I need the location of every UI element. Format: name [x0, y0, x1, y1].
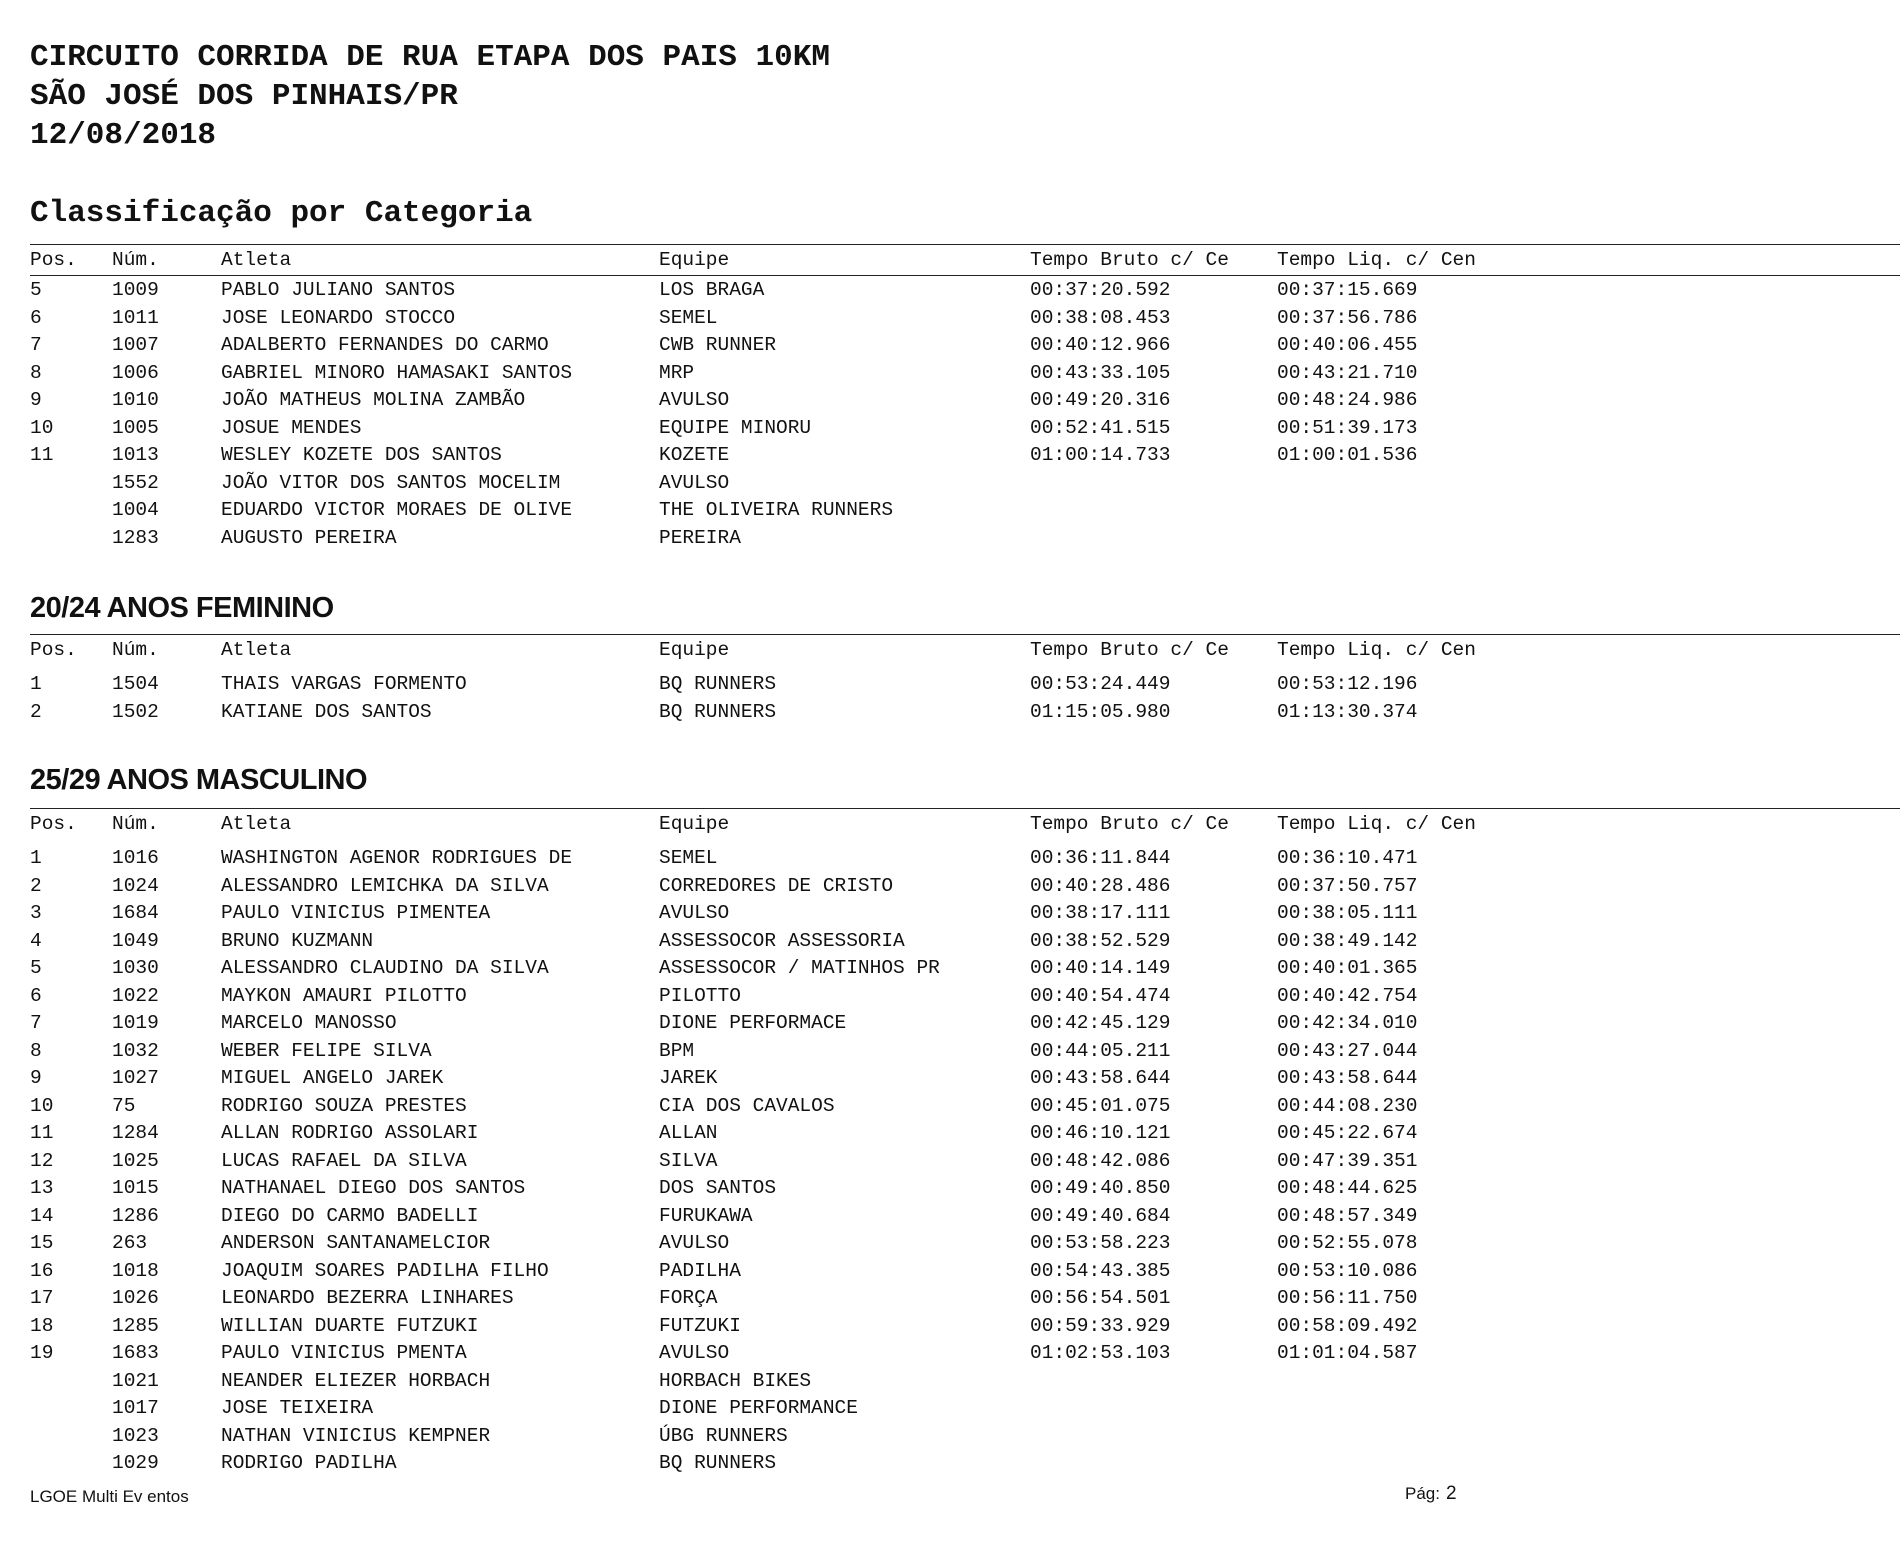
col-athlete-header: Atleta	[221, 639, 292, 661]
cell-net-time: 00:45:22.674	[1277, 1122, 1418, 1144]
cell-athlete: LUCAS RAFAEL DA SILVA	[221, 1149, 467, 1172]
col-athlete-header: Atleta	[221, 249, 292, 271]
results-table-20-24-feminino	[30, 634, 1900, 726]
cell-gross-time: 00:37:20.592	[1030, 279, 1171, 301]
cell-bib-number: 1032	[112, 1039, 159, 1062]
table-row	[30, 1423, 1900, 1451]
footer-organizer: LGOE Multi Ev entos	[30, 1487, 189, 1506]
table-row	[30, 1340, 1900, 1368]
cell-gross-time: 01:02:53.103	[1030, 1342, 1171, 1364]
cell-gross-time: 00:42:45.129	[1030, 1012, 1171, 1034]
cell-athlete: ALESSANDRO LEMICHKA DA SILVA	[221, 874, 549, 897]
cell-team: DIONE PERFORMANCE	[659, 1397, 858, 1419]
table-row	[30, 1010, 1900, 1038]
cell-gross-time: 00:45:01.075	[1030, 1094, 1171, 1117]
cell-gross-time: 00:43:58.644	[1030, 1067, 1171, 1089]
cell-team: FUTZUKI	[659, 1314, 741, 1337]
cell-position: 5	[30, 957, 42, 979]
cell-net-time: 00:40:01.365	[1277, 957, 1418, 979]
cell-gross-time: 00:43:33.105	[1030, 361, 1171, 384]
cell-net-time: 00:48:44.625	[1277, 1177, 1418, 1199]
table-row	[30, 1120, 1900, 1148]
cell-position: 2	[30, 700, 42, 723]
cell-net-time: 00:37:56.786	[1277, 306, 1418, 329]
cell-team: LOS BRAGA	[659, 279, 765, 301]
cell-gross-time: 00:40:14.149	[1030, 957, 1171, 979]
cell-net-time: 00:37:50.757	[1277, 874, 1418, 897]
cell-bib-number: 1026	[112, 1287, 159, 1309]
cell-team: SILVA	[659, 1149, 718, 1172]
table-row	[30, 1285, 1900, 1313]
cell-team: AVULSO	[659, 1232, 730, 1254]
cell-athlete: WILLIAN DUARTE FUTZUKI	[221, 1314, 479, 1337]
cell-position: 14	[30, 1204, 54, 1227]
cell-team: SEMEL	[659, 847, 718, 869]
col-athlete-header: Atleta	[221, 813, 292, 835]
cell-gross-time: 01:15:05.980	[1030, 700, 1171, 723]
results-table-continued	[30, 244, 1900, 552]
cell-bib-number: 1011	[112, 306, 159, 329]
cell-bib-number: 1006	[112, 361, 159, 384]
col-gross-time-header: Tempo Bruto c/ Ce	[1030, 639, 1229, 661]
cell-bib-number: 1683	[112, 1342, 159, 1364]
cell-team: ALLAN	[659, 1122, 718, 1144]
cell-gross-time: 00:53:24.449	[1030, 673, 1171, 695]
cell-athlete: JOÃO MATHEUS MOLINA ZAMBÃO	[221, 389, 526, 411]
cell-team: BQ RUNNERS	[659, 1452, 777, 1474]
cell-bib-number: 1049	[112, 929, 159, 952]
col-num-header: Núm.	[112, 249, 159, 271]
cell-team: CORREDORES DE CRISTO	[659, 874, 894, 897]
cell-net-time: 00:42:34.010	[1277, 1012, 1418, 1034]
cell-bib-number: 1009	[112, 279, 159, 301]
cell-team: ÚBG RUNNERS	[659, 1424, 788, 1447]
cell-athlete: PAULO VINICIUS PMENTA	[221, 1342, 467, 1364]
cell-team: AVULSO	[659, 389, 730, 411]
results-table-25-29-masculino	[30, 808, 1900, 1478]
cell-gross-time: 00:48:42.086	[1030, 1149, 1171, 1172]
cell-athlete: BRUNO KUZMANN	[221, 929, 374, 952]
cell-bib-number: 1017	[112, 1397, 159, 1419]
table-row	[30, 900, 1900, 928]
cell-team: MRP	[659, 361, 695, 384]
table-row	[30, 332, 1900, 360]
cell-athlete: JOAQUIM SOARES PADILHA FILHO	[221, 1259, 549, 1282]
cell-position: 2	[30, 874, 42, 897]
cell-bib-number: 1021	[112, 1369, 159, 1392]
table-row	[30, 1368, 1900, 1396]
cell-team: FORÇA	[659, 1287, 718, 1309]
cell-position: 7	[30, 1012, 42, 1034]
cell-net-time: 01:00:01.536	[1277, 444, 1418, 466]
table-row	[30, 470, 1900, 498]
cell-athlete: THAIS VARGAS FORMENTO	[221, 673, 467, 695]
cell-bib-number: 1013	[112, 444, 159, 466]
cell-bib-number: 1025	[112, 1149, 159, 1172]
cell-team: PEREIRA	[659, 526, 741, 549]
cell-team: PILOTTO	[659, 984, 741, 1007]
cell-gross-time: 00:49:20.316	[1030, 389, 1171, 411]
table-row	[30, 1175, 1900, 1203]
table-row	[30, 1450, 1900, 1478]
cell-net-time: 01:01:04.587	[1277, 1342, 1418, 1364]
cell-bib-number: 1283	[112, 526, 159, 549]
table-header	[30, 635, 1900, 665]
table-row	[30, 1065, 1900, 1093]
cell-position: 8	[30, 1039, 42, 1062]
cell-athlete: WEBER FELIPE SILVA	[221, 1039, 432, 1062]
cell-team: AVULSO	[659, 1342, 730, 1364]
table-row	[30, 415, 1900, 443]
cell-team: KOZETE	[659, 444, 730, 466]
cell-bib-number: 1007	[112, 334, 159, 356]
cell-gross-time: 00:40:12.966	[1030, 334, 1171, 356]
cell-net-time: 00:53:10.086	[1277, 1259, 1418, 1282]
cell-team: EQUIPE MINORU	[659, 416, 812, 439]
cell-team: ASSESSOCOR ASSESSORIA	[659, 929, 905, 952]
cell-position: 5	[30, 279, 42, 301]
cell-net-time: 00:48:24.986	[1277, 389, 1418, 411]
table-row	[30, 1148, 1900, 1176]
cell-team: DIONE PERFORMACE	[659, 1012, 847, 1034]
cell-position: 8	[30, 361, 42, 384]
col-gross-time-header: Tempo Bruto c/ Ce	[1030, 249, 1229, 271]
cell-gross-time: 00:44:05.211	[1030, 1039, 1171, 1062]
cell-athlete: LEONARDO BEZERRA LINHARES	[221, 1287, 514, 1309]
table-row	[30, 983, 1900, 1011]
cell-gross-time: 00:53:58.223	[1030, 1232, 1171, 1254]
col-net-time-header: Tempo Liq. c/ Cen	[1277, 813, 1476, 835]
table-header	[30, 809, 1900, 839]
table-row	[30, 305, 1900, 333]
cell-gross-time: 00:38:52.529	[1030, 929, 1171, 952]
cell-net-time: 00:47:39.351	[1277, 1149, 1418, 1172]
header-rule	[30, 275, 1900, 276]
cell-athlete: GABRIEL MINORO HAMASAKI SANTOS	[221, 361, 573, 384]
page-number: 2	[1445, 1483, 1457, 1504]
table-row	[30, 1230, 1900, 1258]
cell-athlete: ANDERSON SANTANAMELCIOR	[221, 1232, 491, 1254]
cell-gross-time: 00:46:10.121	[1030, 1122, 1171, 1144]
cell-athlete: AUGUSTO PEREIRA	[221, 526, 397, 549]
cell-net-time: 00:53:12.196	[1277, 673, 1418, 695]
cell-team: JAREK	[659, 1067, 718, 1089]
cell-bib-number: 1015	[112, 1177, 159, 1199]
table-row	[30, 497, 1900, 525]
cell-bib-number: 1005	[112, 416, 159, 439]
cell-athlete: NEANDER ELIEZER HORBACH	[221, 1369, 491, 1392]
cell-position: 6	[30, 984, 42, 1007]
category-title: 25/29 ANOS MASCULINO	[30, 764, 367, 796]
cell-position: 11	[30, 444, 54, 466]
cell-gross-time: 00:54:43.385	[1030, 1259, 1171, 1282]
cell-gross-time: 00:38:17.111	[1030, 902, 1171, 924]
table-row	[30, 1203, 1900, 1231]
col-gross-time-header: Tempo Bruto c/ Ce	[1030, 813, 1229, 835]
cell-net-time: 00:38:49.142	[1277, 929, 1418, 952]
cell-position: 18	[30, 1314, 54, 1337]
table-row	[30, 845, 1900, 873]
cell-position: 1	[30, 673, 42, 695]
cell-net-time: 00:37:15.669	[1277, 279, 1418, 301]
cell-position: 10	[30, 416, 54, 439]
cell-gross-time: 00:56:54.501	[1030, 1287, 1171, 1309]
table-row	[30, 1038, 1900, 1066]
cell-position: 7	[30, 334, 42, 356]
cell-athlete: JOSE LEONARDO STOCCO	[221, 306, 456, 329]
cell-bib-number: 75	[112, 1094, 136, 1117]
cell-team: PADILHA	[659, 1259, 741, 1282]
report-subtitle: Classificação por Categoria	[30, 196, 533, 231]
cell-athlete: JOSE TEIXEIRA	[221, 1397, 374, 1419]
cell-team: HORBACH BIKES	[659, 1369, 812, 1392]
cell-team: AVULSO	[659, 471, 730, 494]
cell-bib-number: 1018	[112, 1259, 159, 1282]
event-location: SÃO JOSÉ DOS PINHAIS/PR	[30, 79, 458, 114]
cell-position: 17	[30, 1287, 54, 1309]
table-row	[30, 671, 1900, 699]
cell-athlete: JOSUE MENDES	[221, 416, 362, 439]
cell-net-time: 00:43:21.710	[1277, 361, 1418, 384]
cell-position: 12	[30, 1149, 54, 1172]
cell-net-time: 00:44:08.230	[1277, 1094, 1418, 1117]
cell-net-time: 00:43:58.644	[1277, 1067, 1418, 1089]
cell-gross-time: 00:49:40.850	[1030, 1177, 1171, 1199]
footer-page	[1405, 1483, 1457, 1505]
cell-athlete: RODRIGO SOUZA PRESTES	[221, 1094, 467, 1117]
cell-team: FURUKAWA	[659, 1204, 753, 1227]
cell-bib-number: 1030	[112, 957, 159, 979]
cell-bib-number: 1552	[112, 471, 159, 494]
cell-athlete: MIGUEL ANGELO JAREK	[221, 1067, 444, 1089]
cell-bib-number: 1504	[112, 673, 159, 695]
cell-net-time: 00:40:42.754	[1277, 984, 1418, 1007]
cell-position: 1	[30, 847, 42, 869]
cell-position: 9	[30, 389, 42, 411]
cell-athlete: WESLEY KOZETE DOS SANTOS	[221, 444, 502, 466]
cell-gross-time: 00:52:41.515	[1030, 416, 1171, 439]
cell-net-time: 00:43:27.044	[1277, 1039, 1418, 1062]
cell-net-time: 00:36:10.471	[1277, 847, 1418, 869]
cell-position: 19	[30, 1342, 54, 1364]
table-row	[30, 955, 1900, 983]
cell-team: BPM	[659, 1039, 695, 1062]
table-row	[30, 1258, 1900, 1286]
cell-gross-time: 00:40:54.474	[1030, 984, 1171, 1007]
col-net-time-header: Tempo Liq. c/ Cen	[1277, 639, 1476, 661]
cell-gross-time: 00:49:40.684	[1030, 1204, 1171, 1227]
cell-net-time: 00:58:09.492	[1277, 1314, 1418, 1337]
cell-athlete: PAULO VINICIUS PIMENTEA	[221, 902, 491, 924]
table-row	[30, 442, 1900, 470]
cell-gross-time: 00:38:08.453	[1030, 306, 1171, 329]
cell-athlete: KATIANE DOS SANTOS	[221, 700, 432, 723]
cell-bib-number: 1022	[112, 984, 159, 1007]
cell-gross-time: 00:59:33.929	[1030, 1314, 1171, 1337]
cell-team: CWB RUNNER	[659, 334, 777, 356]
col-team-header: Equipe	[659, 249, 730, 271]
cell-position: 11	[30, 1122, 54, 1144]
cell-position: 16	[30, 1259, 54, 1282]
cell-position: 10	[30, 1094, 54, 1117]
cell-gross-time: 01:00:14.733	[1030, 444, 1171, 466]
cell-bib-number: 1019	[112, 1012, 159, 1034]
cell-athlete: ALLAN RODRIGO ASSOLARI	[221, 1122, 479, 1144]
cell-gross-time: 00:36:11.844	[1030, 847, 1171, 869]
cell-bib-number: 1502	[112, 700, 159, 723]
table-row	[30, 699, 1900, 727]
col-num-header: Núm.	[112, 639, 159, 661]
cell-bib-number: 1284	[112, 1122, 159, 1144]
cell-athlete: WASHINGTON AGENOR RODRIGUES DE	[221, 847, 573, 869]
col-team-header: Equipe	[659, 639, 730, 661]
cell-bib-number: 1016	[112, 847, 159, 869]
cell-team: ASSESSOCOR / MATINHOS PR	[659, 957, 940, 979]
cell-athlete: ADALBERTO FERNANDES DO CARMO	[221, 334, 549, 356]
cell-athlete: DIEGO DO CARMO BADELLI	[221, 1204, 479, 1227]
cell-team: CIA DOS CAVALOS	[659, 1094, 835, 1117]
table-row	[30, 1093, 1900, 1121]
cell-bib-number: 1286	[112, 1204, 159, 1227]
cell-net-time: 00:48:57.349	[1277, 1204, 1418, 1227]
table-row	[30, 360, 1900, 388]
cell-bib-number: 1004	[112, 499, 159, 521]
col-pos-header: Pos.	[30, 813, 77, 835]
cell-athlete: PABLO JULIANO SANTOS	[221, 279, 456, 301]
cell-athlete: NATHANAEL DIEGO DOS SANTOS	[221, 1177, 526, 1199]
cell-position: 15	[30, 1232, 54, 1254]
cell-bib-number: 263	[112, 1232, 148, 1254]
cell-athlete: NATHAN VINICIUS KEMPNER	[221, 1424, 491, 1447]
col-pos-header: Pos.	[30, 249, 77, 271]
cell-team: BQ RUNNERS	[659, 673, 777, 695]
cell-team: THE OLIVEIRA RUNNERS	[659, 499, 894, 521]
table-row	[30, 525, 1900, 553]
col-team-header: Equipe	[659, 813, 730, 835]
cell-net-time: 00:38:05.111	[1277, 902, 1418, 924]
cell-bib-number: 1027	[112, 1067, 159, 1089]
cell-bib-number: 1010	[112, 389, 159, 411]
cell-athlete: JOÃO VITOR DOS SANTOS MOCELIM	[221, 471, 561, 494]
cell-position: 9	[30, 1067, 42, 1089]
table-header	[30, 245, 1900, 275]
table-row	[30, 928, 1900, 956]
cell-team: SEMEL	[659, 306, 718, 329]
cell-position: 3	[30, 902, 42, 924]
cell-bib-number: 1029	[112, 1452, 159, 1474]
cell-athlete: RODRIGO PADILHA	[221, 1452, 397, 1474]
cell-gross-time: 00:40:28.486	[1030, 874, 1171, 897]
event-title: CIRCUITO CORRIDA DE RUA ETAPA DOS PAIS 10KM	[30, 40, 830, 75]
table-row	[30, 387, 1900, 415]
cell-athlete: MAYKON AMAURI PILOTTO	[221, 984, 467, 1007]
cell-net-time: 01:13:30.374	[1277, 700, 1418, 723]
cell-net-time: 00:51:39.173	[1277, 416, 1418, 439]
col-pos-header: Pos.	[30, 639, 77, 661]
cell-position: 13	[30, 1177, 54, 1199]
cell-position: 4	[30, 929, 42, 952]
cell-net-time: 00:40:06.455	[1277, 334, 1418, 356]
col-net-time-header: Tempo Liq. c/ Cen	[1277, 249, 1476, 271]
col-num-header: Núm.	[112, 813, 159, 835]
document-header	[30, 38, 830, 155]
cell-athlete: MARCELO MANOSSO	[221, 1012, 397, 1034]
table-row	[30, 277, 1900, 305]
cell-bib-number: 1024	[112, 874, 159, 897]
cell-bib-number: 1684	[112, 902, 159, 924]
cell-athlete: EDUARDO VICTOR MORAES DE OLIVE	[221, 499, 573, 521]
category-title: 20/24 ANOS FEMININO	[30, 592, 334, 624]
cell-bib-number: 1285	[112, 1314, 159, 1337]
event-date: 12/08/2018	[30, 118, 217, 153]
cell-team: DOS SANTOS	[659, 1177, 777, 1199]
cell-position: 6	[30, 306, 42, 329]
table-row	[30, 873, 1900, 901]
cell-team: BQ RUNNERS	[659, 700, 777, 723]
cell-net-time: 00:56:11.750	[1277, 1287, 1418, 1309]
page-label: Pág:	[1405, 1484, 1440, 1503]
cell-net-time: 00:52:55.078	[1277, 1232, 1418, 1254]
table-row	[30, 1395, 1900, 1423]
cell-bib-number: 1023	[112, 1424, 159, 1447]
cell-team: AVULSO	[659, 902, 730, 924]
cell-athlete: ALESSANDRO CLAUDINO DA SILVA	[221, 957, 549, 979]
table-row	[30, 1313, 1900, 1341]
